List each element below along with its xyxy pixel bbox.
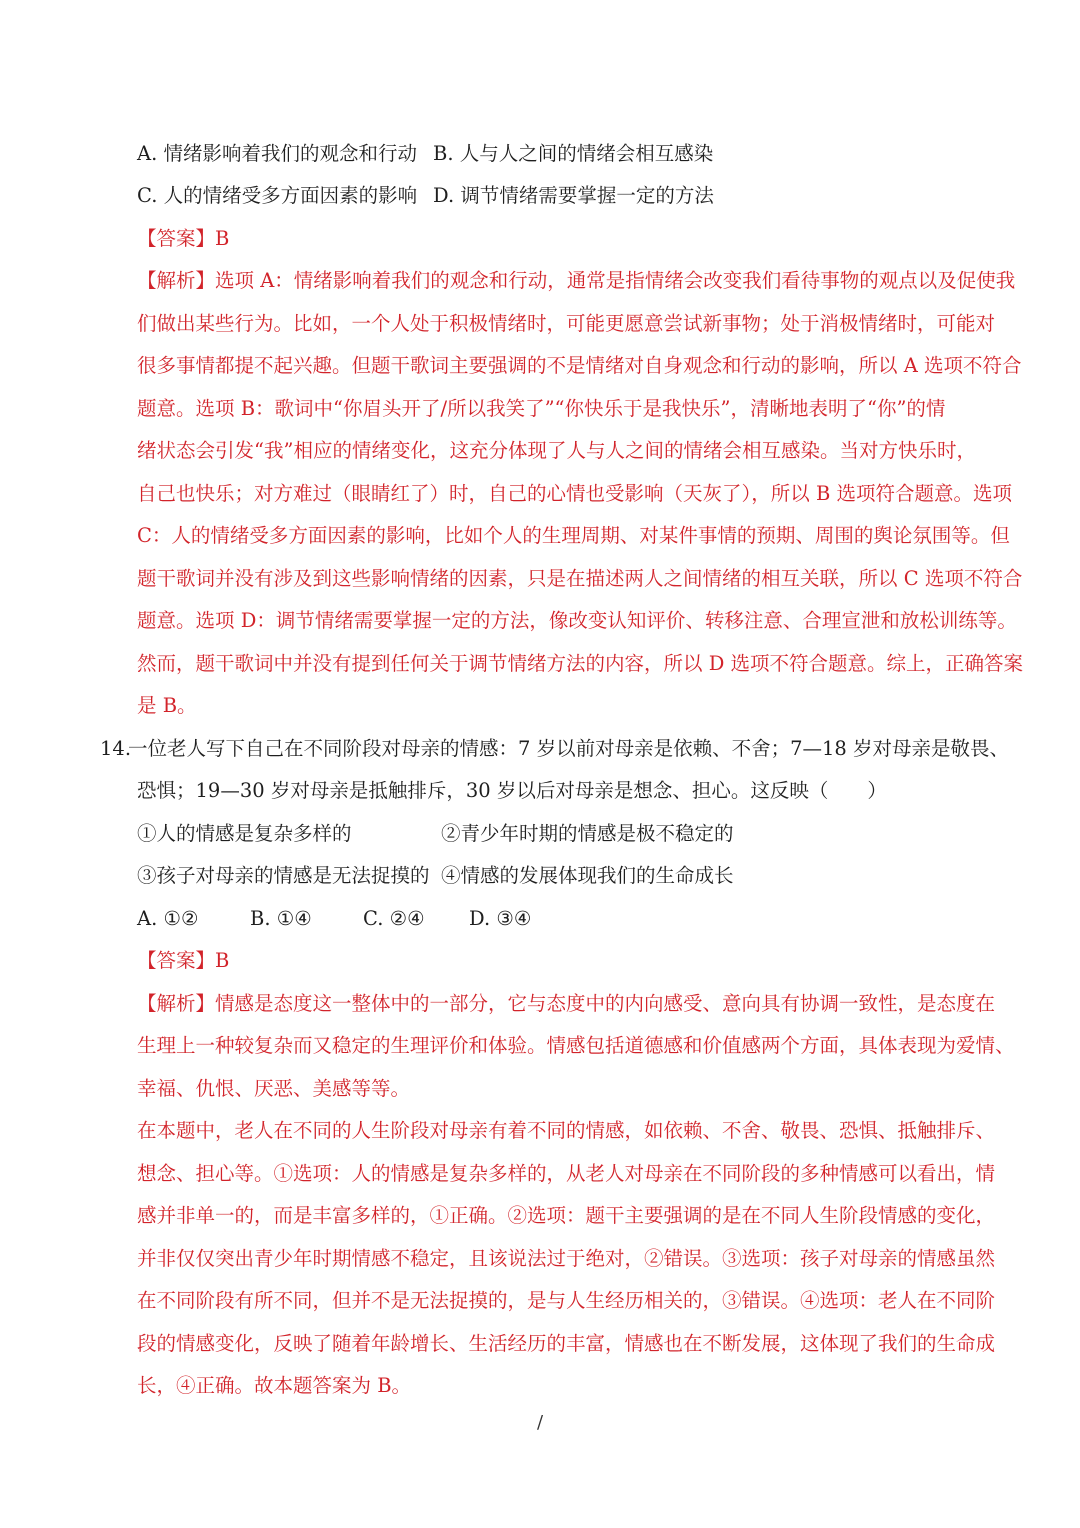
q13-analysis-tag: 【解析】: [137, 269, 216, 292]
q14-stem-line: 恐惧；19—30 岁对母亲是抵触排斥，30 岁以后对母亲是想念、担心。这反映（ ）: [137, 779, 887, 802]
q14-analysis-tag: 【解析】: [137, 992, 216, 1015]
q14-choice-a: A. ①②: [137, 907, 199, 930]
q14-analysis-line: 在不同阶段有所不同，但并不是无法捉摸的，是与人生经历相关的，③错误。④选项：老人在不同阶: [137, 1289, 996, 1312]
q14-analysis-line: 感并非单一的，而是丰富多样的，①正确。②选项：题干主要强调的是在不同人生阶段情感的变化，: [137, 1204, 996, 1227]
q14-items-row-1: [137, 819, 1010, 849]
q14-item-4: ④情感的发展体现我们的生命成长: [441, 864, 734, 887]
q14-analysis-line: 并非仅仅突出青少年时期情感不稳定，且该说法过于绝对，②错误。③选项：孩子对母亲的情感虽然: [137, 1247, 996, 1270]
q13-analysis-line: 绪状态会引发“我”相应的情绪变化，这充分体现了人与人之间的情绪会相互感染。当对方快乐时，: [137, 439, 976, 462]
page-footer-mark: /: [536, 1412, 544, 1433]
q14-analysis-line: 幸福、仇恨、厌恶、美感等等。: [137, 1077, 411, 1100]
q13-option-a: A. 情绪影响着我们的观念和行动: [137, 142, 417, 165]
q14-answer-value: B: [215, 949, 230, 972]
q13-analysis-line: 题干歌词并没有涉及到这些影响情绪的因素，只是在描述两人之间情绪的相互关联，所以 C 选项不符合: [137, 567, 1023, 590]
q14-choice-c: C. ②④: [363, 907, 425, 930]
q14-answer: [137, 946, 1010, 976]
q13-answer-tag: 【答案】: [137, 227, 216, 250]
q14-analysis-line: 【解析】情感是态度这一整体中的一部分，它与态度中的内向感受、意向具有协调一致性，是态度在: [137, 992, 996, 1015]
q14-choices: [137, 904, 1010, 934]
q14-item-2: ②青少年时期的情感是极不稳定的: [441, 822, 734, 845]
q14-choice-d: D. ③④: [469, 907, 532, 930]
q13-answer: [137, 224, 1010, 254]
q14-analysis-line: 想念、担心等。①选项：人的情感是复杂多样的，从老人对母亲在不同阶段的多种情感可以看出，情: [137, 1162, 996, 1185]
q14-items-row-2: [137, 861, 1010, 891]
q13-option-d: D. 调节情绪需要掌握一定的方法: [433, 184, 714, 207]
q13-analysis-line: 自己也快乐；对方难过（眼睛红了）时，自己的心情也受影响（天灰了），所以 B 选项符合题意。选项: [137, 482, 1012, 505]
q13-option-c: C. 人的情绪受多方面因素的影响: [137, 184, 418, 207]
q13-analysis-line: 们做出某些行为。比如，一个人处于积极情绪时，可能更愿意尝试新事物；处于消极情绪时，可能对: [137, 312, 996, 335]
q13-option-b: B. 人与人之间的情绪会相互感染: [433, 142, 714, 165]
q14-number: 14.: [100, 737, 132, 760]
q13-analysis-line: C：人的情绪受多方面因素的影响，比如个人的生理周期、对某件事情的预期、周围的舆论氛围等。但: [137, 524, 1010, 547]
q14-analysis-line: 长，④正确。故本题答案为 B。: [137, 1374, 412, 1397]
q13-answer-value: B: [215, 227, 230, 250]
q13-options-row-1: [137, 139, 1010, 169]
q14-analysis-line: 生理上一种较复杂而又稳定的生理评价和体验。情感包括道德感和价值感两个方面，具体表现为爱情、: [137, 1034, 1015, 1057]
q13-options-row-2: [137, 181, 1010, 211]
q13-analysis-line: 【解析】选项 A：情绪影响着我们的观念和行动，通常是指情绪会改变我们看待事物的观点以及促使我: [137, 269, 1016, 292]
q13-analysis-line: 是 B。: [137, 694, 197, 717]
q14-item-3: ③孩子对母亲的情感是无法捉摸的: [137, 864, 430, 887]
q14-answer-tag: 【答案】: [137, 949, 216, 972]
q13-analysis-line: 题意。选项 D：调节情绪需要掌握一定的方法，像改变认知评价、转移注意、合理宣泄和放松训练等。: [137, 609, 1017, 632]
q13-analysis-line: 然而，题干歌词中并没有提到任何关于调节情绪方法的内容，所以 D 选项不符合题意。综上，正确答案: [137, 652, 1024, 675]
q14-analysis-line: 段的情感变化，反映了随着年龄增长、生活经历的丰富，情感也在不断发展，这体现了我们的生命成: [137, 1332, 996, 1355]
q14-stem-line: 一位老人写下自己在不同阶段对母亲的情感：7 岁以前对母亲是依赖、不舍；7—18 岁对母亲是敬畏、: [128, 737, 1010, 760]
q13-analysis-line: 很多事情都提不起兴趣。但题干歌词主要强调的不是情绪对自身观念和行动的影响，所以 A 选项不符合: [137, 354, 1022, 377]
q14-choice-b: B. ①④: [250, 907, 312, 930]
q14-analysis-line: 在本题中，老人在不同的人生阶段对母亲有着不同的情感，如依赖、不舍、敬畏、恐惧、抵触排斥、: [137, 1119, 996, 1142]
q14-item-1: ①人的情感是复杂多样的: [137, 822, 352, 845]
q13-analysis-line: 题意。选项 B：歌词中“你眉头开了/所以我笑了”“你快乐于是我快乐”，清晰地表明了“你”的情: [137, 397, 946, 420]
